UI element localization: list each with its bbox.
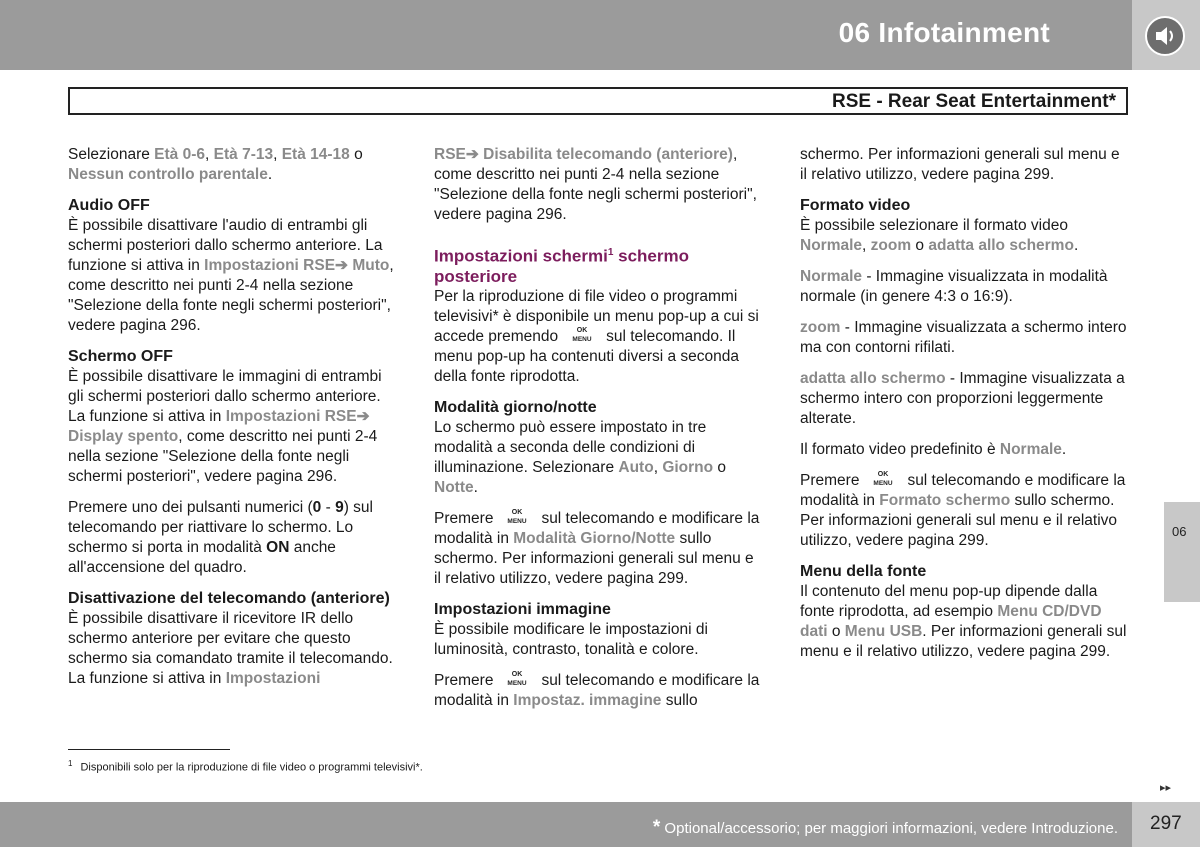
audio-off-text: È possibile disattivare l'audio di entrambi gli schermi posteriori dallo schermo anteriore. La funzione si attiva in Impostazioni RSE➔ Muto, come descritto nei punti 2-4 nella sezione "Selezione della fonte negli schermi posteriori", vedere pagina 296. [68, 217, 394, 334]
source-menu-text: Il contenuto del menu pop-up dipende dalla fonte riprodotta, ad esempio Menu CD/DVD dati o Menu USB. Per informazioni generali sul menu e il relativo utilizzo, vedere pagina 299. [800, 583, 1127, 660]
screen-off-heading: Schermo OFF [68, 348, 173, 365]
footnote: $^1$ Disponibili solo per la riproduzione di file video o programmi televisivi*. [68, 759, 423, 774]
chapter-side-tab [1164, 502, 1200, 602]
footer-bar [0, 802, 1132, 847]
continue-arrows-icon: ▸▸ [1160, 782, 1172, 794]
side-tab-label: 06 [1172, 524, 1187, 539]
format-default: Il formato video predefinito è Normale. [800, 441, 1067, 458]
svg-text:OK: OK [878, 470, 889, 478]
day-night-instructions: Premere OK MENU sul telecomando e modificare la modalità in Modalità Giorno/Notte sullo schermo. Per informazioni generali sul menu e il relativo utilizzo, vedere pagina 299. [434, 508, 760, 587]
format-zoom: zoom - Immagine visualizzata a schermo intero ma con contorni rifilati. [800, 319, 1127, 356]
image-settings-continued: schermo. Per informazioni generali sul menu e il relativo utilizzo, vedere pagina 299. [800, 146, 1120, 183]
ok-menu-icon [570, 325, 594, 343]
section-title-box [68, 87, 1128, 115]
column-1 [68, 145, 398, 700]
speaker-icon [1145, 16, 1185, 56]
rear-screen-settings-text: Per la riproduzione di file video o programmi televisivi* è disponibile un menu pop-up a cui si accede premendo OK MENU sul telecomando. Il menu pop-up ha contenuti diversi a seconda della fonte riprodotta. [434, 287, 759, 385]
remote-off-text: È possibile disattivare il ricevitore IR dello schermo anteriore per evitare che questo schermo sia comandato tramite il telecomando. La funzione si attiva in Impostazioni [68, 610, 393, 687]
screen-on-text: Premere uno dei pulsanti numerici (0 - 9) sul telecomando per riattivare lo schermo. Lo schermo si porta in modalità ON anche all'accensione del quadro. [68, 499, 373, 576]
page-number-box [1132, 802, 1200, 847]
svg-text:MENU: MENU [572, 335, 592, 343]
remote-off-continued: RSE➔ Disabilita telecomando (anteriore), come descritto nei punti 2-4 nella sezione "Selezione della fonte negli schermi posteriori", vedere pagina 296. [434, 146, 757, 223]
section-title: RSE - Rear Seat Entertainment* [831, 91, 1116, 112]
footnote-divider [68, 749, 230, 750]
column-3 [800, 145, 1130, 673]
video-format-text: È possibile selezionare il formato video Normale, zoom o adatta allo schermo. [800, 217, 1079, 254]
svg-text:OK: OK [512, 670, 523, 678]
format-fit: adatta allo schermo - Immagine visualizzata a schermo intero con proporzioni leggermente alterate. [800, 370, 1125, 427]
rear-screen-settings-heading: Impostazioni schermi$^1$ schermo posteriore [434, 246, 689, 286]
format-normal: Normale - Immagine visualizzata in modalità normale (in genere 4:3 o 16:9). [800, 268, 1108, 305]
ok-menu-icon [505, 669, 529, 687]
page-number: 297 [1150, 813, 1182, 834]
image-settings-instructions: Premere OK MENU sul telecomando e modificare la modalità in Impostaz. immagine sullo [434, 670, 760, 709]
ok-menu-icon [871, 469, 895, 487]
svg-text:OK: OK [512, 508, 523, 516]
svg-text:MENU: MENU [873, 479, 894, 487]
image-settings-text: È possibile modificare le impostazioni di luminosità, contrasto, tonalità e colore. [434, 620, 708, 658]
day-night-text: Lo schermo può essere impostato in tre modalità a seconda delle condizioni di illuminazione. Selezionare Auto, Giorno o Notte. [434, 418, 727, 496]
image-settings-heading: Impostazioni immagine [434, 600, 611, 618]
video-format-instructions: Premere OK MENU sul telecomando e modificare la modalità in Formato schermo sullo schermo. Per informazioni generali sul menu e il relativo utilizzo, vedere pagina 299. [800, 470, 1126, 549]
chapter-icon-box [1132, 0, 1200, 70]
column-2 [434, 145, 764, 722]
audio-off-heading: Audio OFF [68, 197, 150, 214]
parental-intro: Selezionare Età 0-6, Età 7-13, Età 14-18 o Nessun controllo parentale. [68, 146, 363, 183]
ok-menu-icon [505, 507, 529, 525]
svg-text:OK: OK [576, 326, 588, 334]
video-format-heading: Formato video [800, 197, 911, 214]
svg-text:MENU: MENU [507, 679, 528, 687]
svg-text:MENU: MENU [507, 517, 528, 525]
footer-note: * Optional/accessorio; per maggiori informazioni, vedere Introduzione. [652, 817, 1118, 838]
screen-off-text: È possibile disattivare le immagini di entrambi gli schermi posteriori dallo schermo anteriore. La funzione si attiva in Impostazioni RSE➔ Display spento, come descritto nei punti 2-4 nella sezione "Selezione della fonte negli schermi posteriori", vedere pagina 296. [68, 368, 382, 485]
day-night-heading: Modalità giorno/notte [434, 398, 597, 416]
chapter-title: 06 Infotainment [838, 17, 1050, 48]
source-menu-heading: Menu della fonte [800, 563, 927, 580]
remote-off-heading: Disattivazione del telecomando (anteriore) [68, 590, 390, 607]
chapter-header-bar [0, 0, 1132, 70]
